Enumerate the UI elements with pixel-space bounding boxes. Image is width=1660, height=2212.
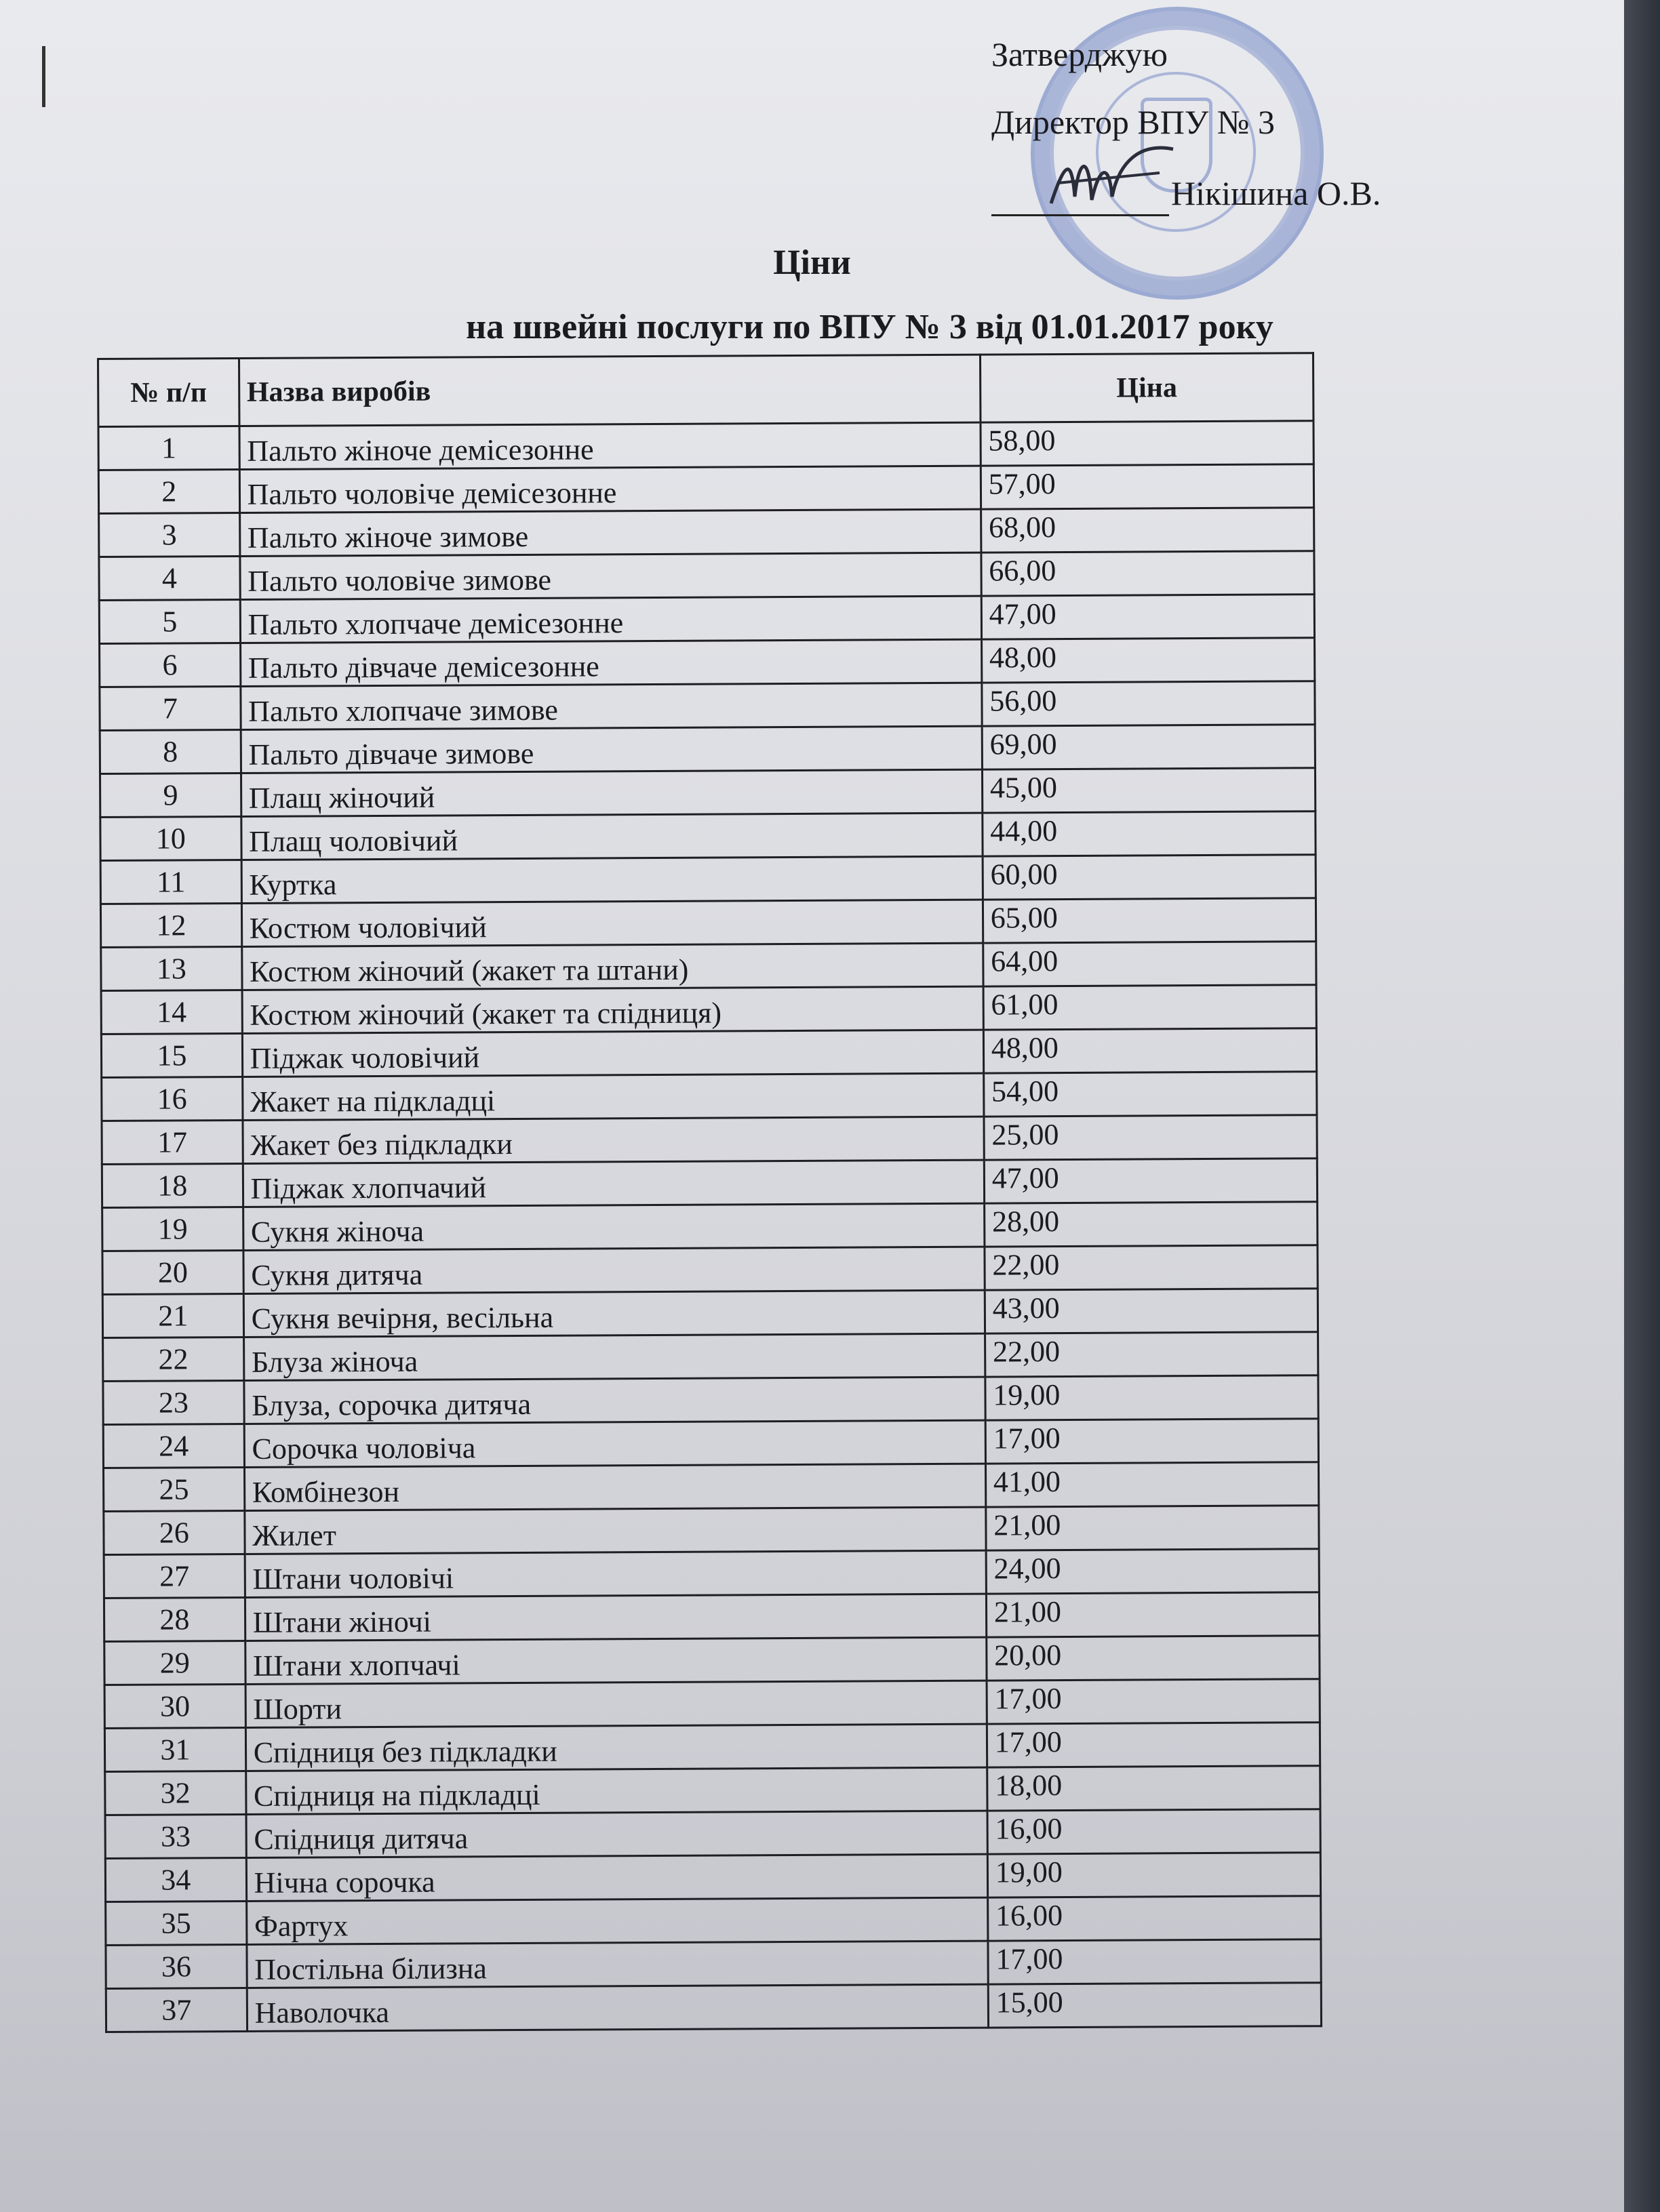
table-row	[104, 1549, 1319, 1598]
row-number: 27	[104, 1554, 245, 1598]
row-item-name: Штани хлопчачі	[245, 1637, 986, 1684]
row-price: 64,00	[983, 942, 1316, 986]
row-number: 32	[105, 1771, 246, 1815]
row-number: 14	[101, 990, 242, 1034]
table-row	[100, 725, 1315, 774]
row-number: 13	[101, 946, 242, 990]
row-price: 20,00	[987, 1636, 1320, 1681]
row-item-name: Комбінезон	[244, 1464, 985, 1510]
row-price: 25,00	[984, 1115, 1317, 1160]
table-row	[102, 1245, 1318, 1295]
row-number: 25	[104, 1467, 245, 1511]
row-price: 65,00	[983, 898, 1316, 943]
row-number: 31	[104, 1727, 245, 1771]
row-price: 60,00	[983, 855, 1316, 900]
row-number: 34	[105, 1857, 246, 1902]
row-item-name: Постільна білизна	[247, 1941, 988, 1988]
row-price: 24,00	[986, 1549, 1319, 1594]
row-number: 23	[103, 1380, 244, 1424]
row-price: 17,00	[985, 1419, 1318, 1464]
row-number: 17	[102, 1120, 243, 1164]
table-row	[98, 421, 1313, 470]
row-item-name: Штани жіночі	[245, 1594, 986, 1641]
table-row	[101, 1028, 1316, 1078]
row-price: 58,00	[981, 421, 1313, 466]
table-row	[102, 1202, 1318, 1251]
background-surface	[1619, 0, 1660, 2212]
price-table	[97, 352, 1322, 2033]
table-row	[105, 1766, 1320, 1815]
row-number: 3	[99, 512, 240, 557]
row-item-name: Пальто чоловіче демісезонне	[239, 466, 981, 512]
row-number: 10	[100, 816, 241, 860]
document-title: Ціни	[773, 243, 851, 282]
row-item-name: Плащ жіночий	[241, 769, 982, 816]
row-item-name: Жакет на підкладці	[242, 1073, 983, 1120]
row-price: 47,00	[981, 595, 1314, 639]
row-price: 66,00	[981, 551, 1314, 596]
row-item-name: Фартух	[246, 1897, 987, 1944]
row-price: 61,00	[983, 985, 1316, 1030]
table-row	[100, 855, 1316, 904]
row-item-name: Піджак чоловічий	[242, 1030, 983, 1077]
row-item-name: Пальто дівчаче демісезонне	[240, 639, 981, 686]
table-row	[102, 1289, 1318, 1338]
margin-mark	[42, 46, 45, 107]
row-price: 43,00	[985, 1289, 1318, 1333]
table-row	[106, 1896, 1321, 1946]
header-price: Ціна	[980, 353, 1313, 422]
row-item-name: Пальто чоловіче зимове	[240, 552, 981, 599]
table-row	[101, 942, 1316, 991]
approval-heading: Затверджую	[991, 35, 1168, 73]
table-row	[106, 1983, 1321, 2032]
table-row	[103, 1375, 1318, 1425]
document-subtitle: на швейні послуги по ВПУ № 3 від 01.01.2017 року	[466, 308, 1273, 346]
table-row	[104, 1462, 1319, 1512]
table-row	[99, 508, 1314, 557]
table-row	[105, 1853, 1320, 1902]
row-item-name: Плащ чоловічий	[241, 813, 982, 860]
row-price: 57,00	[981, 464, 1313, 509]
row-number: 11	[100, 860, 241, 904]
row-number: 24	[103, 1424, 244, 1468]
row-number: 12	[100, 903, 241, 947]
row-price: 54,00	[983, 1072, 1316, 1117]
row-number: 20	[102, 1250, 243, 1294]
row-price: 47,00	[984, 1159, 1317, 1203]
table-row	[102, 1072, 1317, 1121]
row-number: 1	[98, 426, 239, 470]
row-number: 21	[102, 1293, 243, 1338]
row-price: 28,00	[984, 1202, 1317, 1247]
table-row	[104, 1636, 1320, 1685]
header-name: Назва виробів	[239, 355, 981, 426]
row-item-name: Жакет без підкладки	[243, 1117, 984, 1163]
row-number: 26	[104, 1510, 245, 1554]
table-row	[102, 1115, 1317, 1165]
row-price: 17,00	[988, 1939, 1321, 1984]
table-row	[103, 1419, 1318, 1468]
row-item-name: Пальто дівчаче зимове	[241, 726, 982, 773]
table-row	[104, 1592, 1319, 1642]
row-price: 68,00	[981, 508, 1313, 552]
row-price: 19,00	[985, 1375, 1318, 1420]
row-item-name: Сукня вечірня, весільна	[243, 1290, 985, 1337]
row-price: 17,00	[987, 1723, 1320, 1767]
table-row	[102, 1159, 1317, 1208]
row-item-name: Пальто жіноче зимове	[239, 509, 981, 556]
row-item-name: Костюм чоловічий	[241, 900, 983, 946]
table-row	[98, 464, 1313, 514]
row-number: 7	[100, 686, 241, 730]
row-item-name: Блуза жіноча	[243, 1333, 985, 1380]
row-price: 48,00	[983, 1028, 1316, 1073]
row-item-name: Шорти	[245, 1681, 987, 1727]
row-number: 4	[99, 556, 240, 600]
row-price: 21,00	[986, 1506, 1319, 1550]
row-item-name: Костюм жіночий (жакет та спідниця)	[242, 986, 983, 1033]
row-number: 30	[104, 1684, 245, 1728]
row-price: 22,00	[985, 1332, 1318, 1377]
row-number: 15	[101, 1033, 242, 1077]
table-row	[100, 898, 1316, 948]
row-number: 36	[106, 1944, 247, 1988]
table-row	[104, 1723, 1320, 1772]
table-row	[100, 681, 1315, 731]
signature-icon	[1044, 136, 1180, 217]
row-item-name: Нічна сорочка	[246, 1854, 987, 1901]
row-price: 69,00	[982, 725, 1315, 769]
row-price: 17,00	[987, 1679, 1320, 1724]
row-item-name: Спідниця дитяча	[246, 1811, 987, 1857]
table-header-row	[98, 353, 1313, 427]
row-item-name: Спідниця без підкладки	[245, 1724, 987, 1771]
approval-signer: Нікішина О.В.	[1171, 174, 1381, 212]
row-number: 28	[104, 1597, 245, 1641]
table-row	[104, 1506, 1319, 1555]
signature-line	[991, 214, 1169, 216]
table-row	[100, 638, 1315, 687]
table-row	[103, 1332, 1318, 1382]
row-item-name: Блуза, сорочка дитяча	[244, 1377, 985, 1424]
row-number: 6	[100, 643, 241, 687]
row-number: 33	[105, 1814, 246, 1858]
row-price: 56,00	[982, 681, 1315, 726]
row-item-name: Піджак хлопчачий	[243, 1160, 984, 1207]
row-price: 15,00	[988, 1983, 1321, 2028]
row-number: 22	[103, 1337, 244, 1381]
table-row	[101, 985, 1316, 1034]
row-item-name: Спідниця на підкладці	[245, 1767, 987, 1814]
row-number: 16	[102, 1077, 243, 1121]
row-number: 35	[106, 1901, 247, 1945]
row-number: 5	[99, 599, 240, 643]
header-num: № п/п	[98, 358, 239, 426]
row-price: 16,00	[987, 1809, 1320, 1854]
row-price: 44,00	[983, 811, 1316, 856]
table-row	[99, 551, 1314, 601]
row-item-name: Пальто хлопчаче демісезонне	[240, 596, 981, 643]
row-number: 18	[102, 1163, 243, 1207]
row-number: 29	[104, 1641, 245, 1685]
row-item-name: Сукня дитяча	[243, 1247, 985, 1293]
row-item-name: Пальто жіноче демісезонне	[239, 422, 981, 469]
row-number: 8	[100, 729, 241, 773]
table-row	[106, 1939, 1321, 1989]
row-item-name: Куртка	[241, 856, 983, 903]
table-row	[105, 1809, 1320, 1859]
row-item-name: Сорочка чоловіча	[244, 1420, 985, 1467]
table-row	[100, 811, 1316, 861]
row-item-name: Пальто хлопчаче зимове	[241, 683, 982, 729]
row-item-name: Сукня жіноча	[243, 1203, 984, 1250]
table-row	[100, 768, 1315, 818]
row-item-name: Наволочка	[247, 1984, 988, 2031]
row-item-name: Жилет	[245, 1507, 986, 1554]
row-price: 21,00	[986, 1592, 1319, 1637]
row-price: 19,00	[987, 1853, 1320, 1897]
row-item-name: Костюм жіночий (жакет та штани)	[241, 943, 983, 990]
row-price: 16,00	[987, 1896, 1320, 1941]
table-row	[104, 1679, 1320, 1729]
row-price: 22,00	[985, 1245, 1318, 1290]
row-item-name: Штани чоловічі	[245, 1550, 986, 1597]
approval-position: Директор ВПУ № 3	[991, 103, 1275, 141]
row-price: 41,00	[985, 1462, 1318, 1507]
row-number: 9	[100, 773, 241, 817]
row-price: 18,00	[987, 1766, 1320, 1811]
row-number: 37	[106, 1988, 247, 2032]
row-number: 19	[102, 1207, 243, 1251]
row-price: 48,00	[981, 638, 1314, 683]
table-row	[99, 595, 1314, 644]
row-price: 45,00	[982, 768, 1315, 813]
row-number: 2	[98, 469, 239, 513]
